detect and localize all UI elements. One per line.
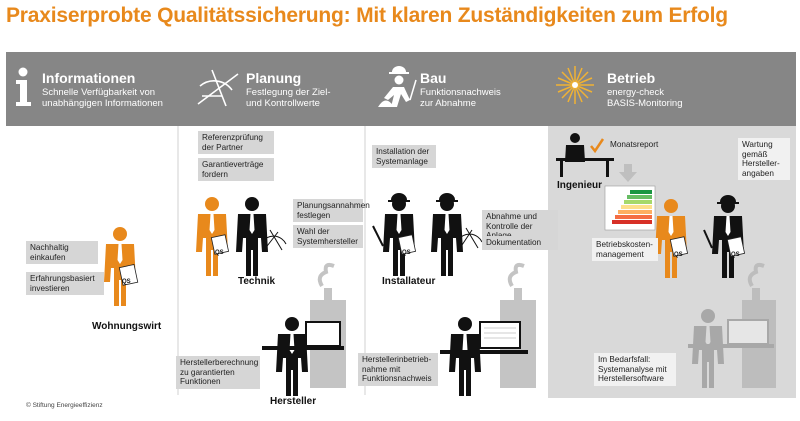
installateur-figure (373, 193, 416, 276)
phase-sub-planung-2: und Kontrollwerte (246, 98, 320, 109)
label-wartung: Wartung gemäß Hersteller- angaben (738, 138, 790, 180)
label-installation: Installation der Systemanlage (372, 145, 436, 168)
role-hersteller: Hersteller (270, 396, 317, 407)
technik-orange-figure (196, 197, 229, 276)
phase-title-planung: Planung (246, 70, 302, 86)
hersteller-bau-figure (449, 317, 481, 396)
label-nachhaltig: Nachhaltig einkaufen (26, 241, 98, 264)
sun-burst-icon (556, 66, 594, 104)
phase-sub-bau-1: Funktionsnachweis (420, 87, 501, 98)
phase-sub-bau-2: zur Abnahme (420, 98, 476, 109)
hersteller-betrieb-figure (692, 309, 724, 388)
arrow-down-icon (619, 164, 637, 182)
phase-title-betrieb: Betrieb (607, 70, 656, 86)
label-abnahme: Abnahme und Kontrolle der (482, 210, 558, 243)
phase-title-bau: Bau (420, 70, 447, 86)
qs-badge: QS (731, 252, 740, 258)
label-herstellerberechnung: Herstellerberechnung zu garantierten Funktionen (176, 356, 260, 389)
phase-sub-betrieb-1: energy-check (607, 87, 665, 98)
qs-badge: QS (674, 252, 683, 258)
label-erfahrung: Erfahrungsbasiert investieren (26, 272, 104, 295)
label-wahl: Wahl der Systemhersteller (293, 225, 363, 248)
betrieb-black-figure (704, 195, 745, 278)
qs-badge: QS (215, 250, 224, 256)
phase-sub-informationen-1: Schnelle Verfügbarkeit von (42, 87, 156, 98)
role-installateur: Installateur (382, 276, 436, 287)
phase-sub-betrieb-2: BASIS-Monitoring (607, 98, 683, 109)
technik-black-figure (236, 197, 268, 276)
hersteller-figure (276, 317, 308, 396)
compass-icon (198, 70, 238, 106)
label-dokumentation: Dokumentation (482, 236, 558, 250)
role-ingenieur: Ingenieur (557, 180, 603, 191)
role-technik: Technik (238, 276, 276, 287)
betrieb-orange-figure (655, 199, 688, 278)
info-icon (16, 68, 31, 107)
qs-badge: QS (122, 279, 131, 285)
phase-sub-informationen-2: unabhängigen Informationen (42, 98, 163, 109)
role-wohnungswirt: Wohnungswirt (92, 321, 162, 332)
phase-sub-planung-1: Festlegung der Ziel- (246, 87, 331, 98)
label-garantie: Garantieverträge fordern (198, 158, 274, 181)
label-betriebskosten: Betriebskosten- management (592, 238, 658, 261)
installateur-partner-figure (431, 193, 463, 276)
energy-label-icon (605, 186, 655, 230)
label-bedarfsfall: Im Bedarfsfall: Systemanalyse mit Herstellersoftware (594, 353, 676, 386)
label-referenz: Referenzprüfung der Partner (198, 131, 274, 154)
label-monatsreport: Monatsreport (610, 140, 659, 149)
copyright: © Stiftung Energieeffizienz (26, 402, 103, 409)
qs-badge: QS (402, 250, 411, 256)
wohnungswirt-figure (104, 227, 138, 306)
label-planungsannahmen: Planungsannahmen festlegen (293, 199, 363, 222)
label-herstellerinbetrieb: Herstellerinbetrieb- nahme mit Funktionsnachweis (358, 353, 438, 386)
phase-title-informationen: Informationen (42, 70, 136, 86)
construction-worker-icon (378, 66, 416, 107)
page-title: Praxiserprobte Qualitätssicherung: Mit klaren Zuständigkeiten zum Erfolg (6, 4, 728, 27)
